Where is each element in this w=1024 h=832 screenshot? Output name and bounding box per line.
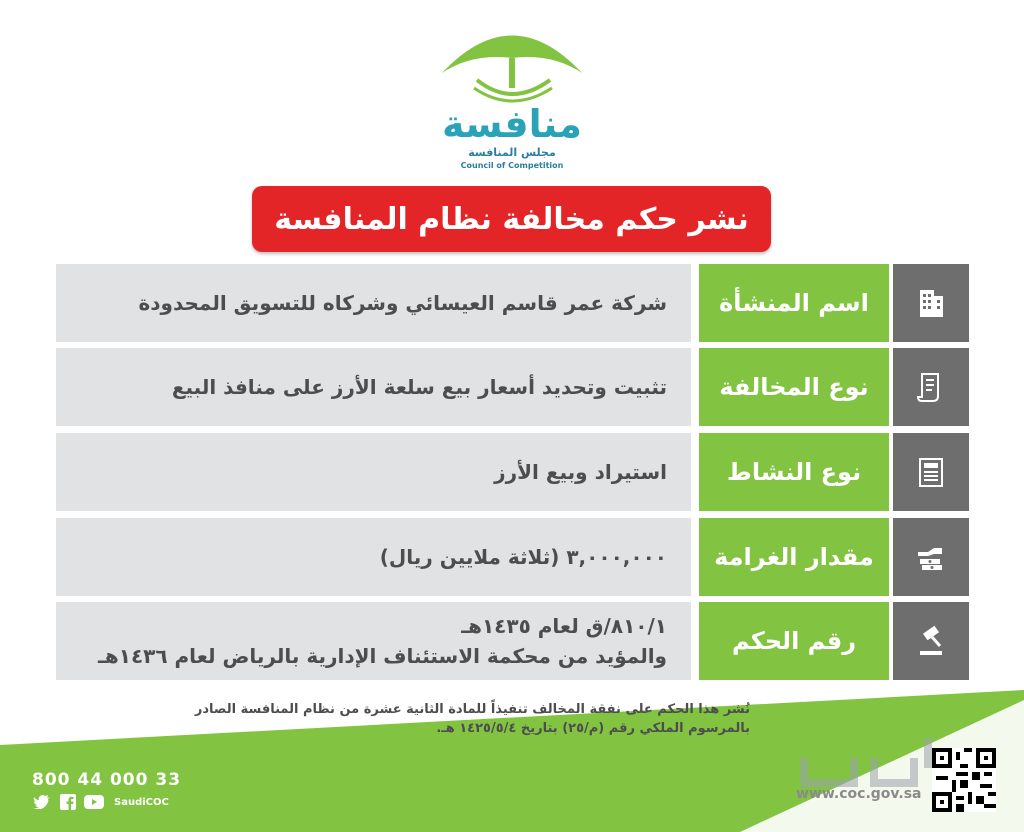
info-row-violation: [56, 348, 969, 426]
publication-note: نُشر هذا الحكم على نفقة المخالف تنفيذاً للمادة الثانية عشرة من نظام المنافسة الصادر بالمرسوم الملكي رقم (م/٢٥) بتاريخ ١٤٢٥/٥/٤ هـ.: [194, 702, 750, 736]
row-label: رقم الحكم: [699, 602, 889, 680]
info-row-entity: [56, 264, 969, 342]
phone-number: 800 44 000 33: [32, 770, 182, 790]
page-title: نشر حكم مخالفة نظام المنافسة: [252, 186, 771, 252]
qr-code: [932, 748, 996, 812]
facebook-icon[interactable]: [58, 794, 78, 810]
website-url[interactable]: www.coc.gov.sa: [796, 786, 922, 802]
row-value: استيراد وبيع الأرز: [56, 433, 691, 511]
row-value: شركة عمر قاسم العيسائي وشركاه للتسويق المحدودة: [56, 264, 691, 342]
row-label: نوع المخالفة: [699, 348, 889, 426]
social-handle: SaudiCOC: [114, 796, 169, 808]
money-hand-icon: [914, 540, 948, 574]
social-links: [32, 794, 169, 810]
gavel-icon: [914, 624, 948, 658]
row-label: مقدار الغرامة: [699, 518, 889, 596]
youtube-icon[interactable]: [84, 794, 104, 810]
megaphone-icon: [764, 703, 806, 739]
info-row-fine: [56, 518, 969, 596]
logo-arabic-subtitle: مجلس المنافسة: [468, 146, 556, 159]
row-label: نوع النشاط: [699, 433, 889, 511]
row-value: ٣,٠٠٠,٠٠٠ (ثلاثة ملايين ريال): [56, 518, 691, 596]
document-icon: [914, 370, 948, 404]
info-row-ruling: [56, 602, 969, 680]
list-document-icon: [914, 455, 948, 489]
row-value: تثبيت وتحديد أسعار بيع سلعة الأرز على منافذ البيع: [56, 348, 691, 426]
row-label: اسم المنشأة: [699, 264, 889, 342]
row-value: ٨١٠/١/ق لعام ١٤٣٥هـ والمؤيد من محكمة الاستئناف الإدارية بالرياض لعام ١٤٣٦هـ: [56, 602, 691, 680]
info-row-activity: [56, 433, 969, 511]
building-icon: [914, 286, 948, 320]
palm-swords-emblem: [432, 18, 592, 108]
logo-wordmark: منافسة: [442, 102, 582, 146]
logo-english-subtitle: Council of Competition: [460, 161, 564, 170]
council-logo: [432, 18, 592, 176]
twitter-icon[interactable]: [32, 794, 52, 810]
